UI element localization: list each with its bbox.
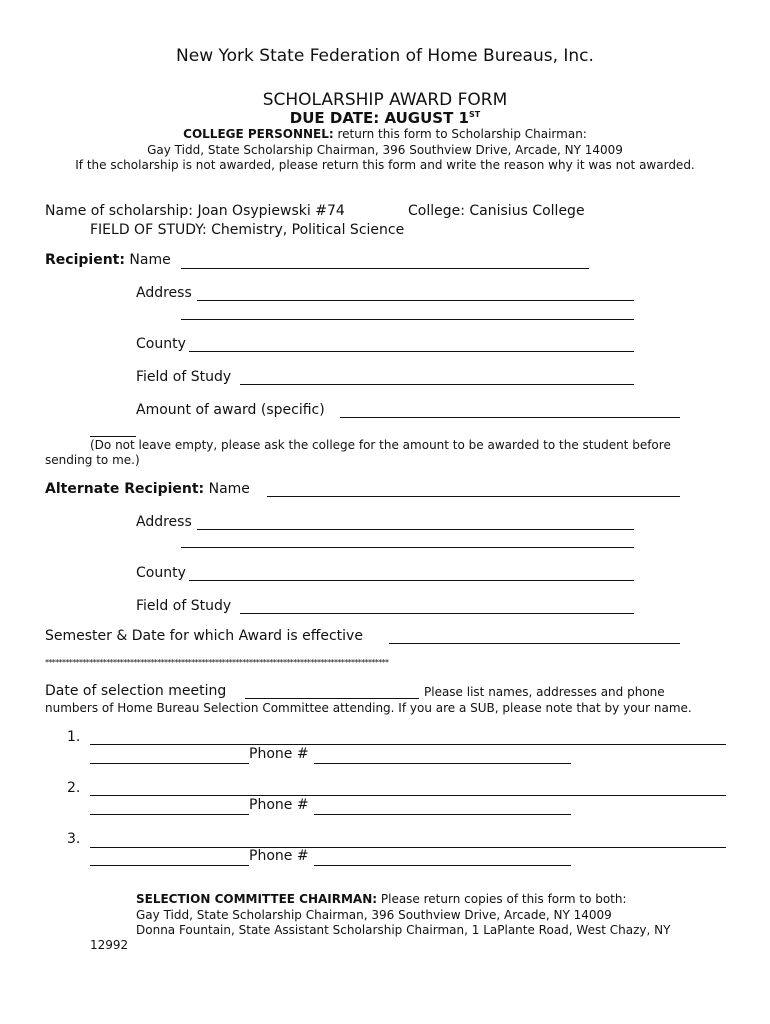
scholarship-name: Name of scholarship: Joan Osypiewski #74: [45, 203, 345, 219]
recipient-county-label: County: [136, 336, 186, 352]
recipient-amount-label: Amount of award (specific): [136, 402, 325, 418]
footer-address-3: 12992: [90, 938, 129, 952]
due-date: [0, 109, 770, 127]
alternate-address-label: Address: [136, 514, 192, 530]
recipient-heading: Recipient:: [45, 252, 125, 268]
recipient-county-field[interactable]: [189, 351, 634, 352]
recipient-amount-field[interactable]: [340, 417, 680, 418]
alternate-name-field[interactable]: [267, 496, 680, 497]
recipient-address-label: Address: [136, 285, 192, 301]
amount-note-2: sending to me.): [45, 453, 140, 467]
recipient-name-field[interactable]: [181, 268, 589, 269]
committee-phone-label: Phone #: [249, 746, 309, 762]
alternate-county-label: County: [136, 565, 186, 581]
recipient-amount-field-2[interactable]: [90, 436, 136, 437]
footer-label: SELECTION COMMITTEE CHAIRMAN:: [136, 892, 378, 906]
committee-number: 3.: [67, 831, 81, 847]
alternate-county-field[interactable]: [189, 580, 634, 581]
footer-address-2: Donna Fountain, State Assistant Scholarship Chairman, 1 LaPlante Road, West Chazy, NY: [136, 923, 671, 937]
scholarship-field: FIELD OF STUDY: Chemistry, Political Science: [90, 222, 405, 238]
committee-phone-field[interactable]: [314, 763, 571, 764]
recipient-name-label: Name: [129, 252, 171, 268]
committee-member-field-2[interactable]: [90, 763, 249, 764]
college-personnel-address: Gay Tidd, State Scholarship Chairman, 396 Southview Drive, Arcade, NY 14009: [147, 143, 623, 157]
separator: *****************************************************************************************************: [45, 658, 389, 667]
alternate-heading: Alternate Recipient:: [45, 481, 205, 497]
committee-phone-field[interactable]: [314, 814, 571, 815]
due-date-text: DUE DATE: AUGUST 1: [289, 109, 469, 127]
alternate-address-field-2[interactable]: [181, 547, 634, 548]
alternate-field-label: Field of Study: [136, 598, 232, 614]
footer-address-1: Gay Tidd, State Scholarship Chairman, 396 Southview Drive, Arcade, NY 14009: [136, 908, 612, 922]
recipient-field-of-study-field[interactable]: [240, 384, 634, 385]
committee-member-field-2[interactable]: [90, 814, 249, 815]
selection-date-field[interactable]: [245, 698, 419, 699]
college-personnel-label: COLLEGE PERSONNEL:: [183, 127, 334, 141]
committee-phone-label: Phone #: [249, 848, 309, 864]
form-title: SCHOLARSHIP AWARD FORM: [262, 90, 508, 110]
selection-instructions-1: Please list names, addresses and phone: [424, 685, 665, 699]
footer-text: Please return copies of this form to both:: [377, 892, 627, 906]
college-personnel-text: return this form to Scholarship Chairman:: [333, 127, 587, 141]
footer-heading-line: [136, 892, 627, 906]
scholarship-college: College: Canisius College: [408, 203, 585, 219]
recipient-address-field-2[interactable]: [181, 319, 634, 320]
committee-number: 2.: [67, 780, 81, 796]
recipient-address-field[interactable]: [197, 300, 634, 301]
committee-phone-field[interactable]: [314, 865, 571, 866]
recipient-field-label: Field of Study: [136, 369, 232, 385]
committee-member-field[interactable]: [90, 847, 726, 848]
college-personnel-note: If the scholarship is not awarded, please return this form and write the reason why it was not awarded.: [75, 158, 695, 172]
due-date-sup: ST: [469, 110, 481, 119]
committee-member-field[interactable]: [90, 744, 726, 745]
committee-number: 1.: [67, 729, 81, 745]
committee-phone-label: Phone #: [249, 797, 309, 813]
alternate-address-field[interactable]: [197, 529, 634, 530]
amount-note: (Do not leave empty, please ask the college for the amount to be awarded to the student before: [90, 438, 671, 452]
committee-member-field-2[interactable]: [90, 865, 249, 866]
selection-instructions-2: numbers of Home Bureau Selection Committee attending. If you are a SUB, please note that by your name.: [45, 701, 692, 715]
semester-label: Semester & Date for which Award is effective: [45, 628, 363, 644]
college-personnel-line: [0, 127, 770, 141]
alternate-name-label: Name: [208, 481, 250, 497]
committee-member-field[interactable]: [90, 795, 726, 796]
selection-date-label: Date of selection meeting: [45, 683, 227, 699]
alternate-name-row: [45, 481, 250, 497]
recipient-name-row: [45, 252, 171, 268]
alternate-field-of-study-field[interactable]: [240, 613, 634, 614]
semester-field[interactable]: [389, 643, 680, 644]
org-title: New York State Federation of Home Bureaus, Inc.: [176, 46, 594, 66]
